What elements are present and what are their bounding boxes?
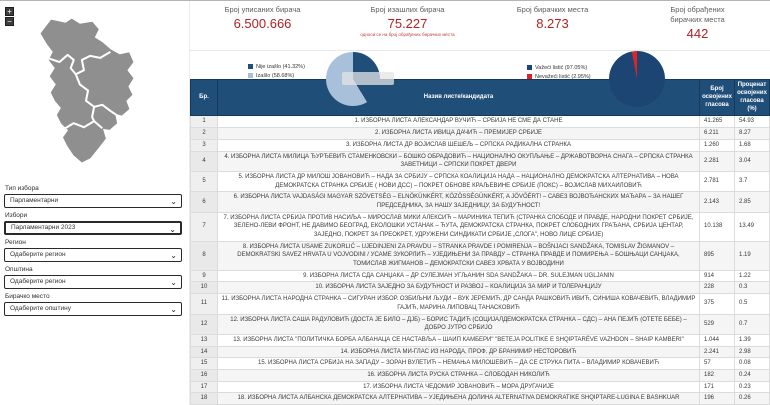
- pct-value: 2.98: [735, 346, 770, 358]
- row-number: 10: [191, 282, 218, 294]
- election-type-label: Тип избора: [5, 185, 39, 192]
- chevron-down-icon: ⌄: [170, 251, 177, 260]
- stat-label: Број изашлих бирача: [370, 5, 445, 14]
- table-row[interactable]: [191, 270, 770, 282]
- votes-value: 1.044: [700, 334, 735, 346]
- row-number: 14: [191, 346, 218, 358]
- election-value: Парламентарни 2023: [11, 224, 76, 231]
- pct-value: 54.93: [735, 116, 770, 128]
- column-header-votes[interactable]: Број освојених гласова: [700, 80, 735, 116]
- votes-value: 6.211: [700, 128, 735, 140]
- pct-value: 0.26: [735, 393, 770, 405]
- votes-value: 1.260: [700, 139, 735, 151]
- table-row[interactable]: [191, 171, 770, 191]
- main-panel: [190, 1, 770, 405]
- left-panel: [0, 1, 190, 405]
- list-name: 18. ИЗБОРНА ЛИСТА АЛБАНСКА ДЕМОКРАТСКА АЛТЕРНАТИВА – УЈЕДИЊЕНА ДОЛИНА ALTERNATIVA DEMOKRATIKE SHQIPTARE-LUGINA E BASHKUAR: [218, 393, 700, 405]
- pct-value: 1.19: [735, 241, 770, 270]
- row-number: 3: [191, 139, 218, 151]
- list-name: 1. ИЗБОРНА ЛИСТА АЛЕКСАНДАР ВУЧИЋ – СРБИЈА НЕ СМЕ ДА СТАНЕ: [218, 116, 700, 128]
- row-number: 17: [191, 381, 218, 393]
- column-header-number[interactable]: Бр.: [191, 80, 218, 116]
- map-zoom-in-button[interactable]: +: [5, 7, 14, 16]
- pct-value: 3.7: [735, 171, 770, 191]
- election-type-value: Парламентарни: [10, 197, 59, 204]
- table-row[interactable]: [191, 393, 770, 405]
- pct-value: 13.49: [735, 212, 770, 241]
- row-number: 16: [191, 369, 218, 381]
- pct-value: 8.27: [735, 128, 770, 140]
- table-row[interactable]: [191, 212, 770, 241]
- row-number: 7: [191, 212, 218, 241]
- turnout-pie-legend: [248, 64, 305, 82]
- stat-label: Број бирачких места: [516, 5, 589, 14]
- polling-place-select[interactable]: [4, 302, 182, 316]
- region-label: Регион: [5, 239, 26, 246]
- legend-swatch-red: [527, 74, 532, 79]
- votes-value: 57: [700, 358, 735, 370]
- list-name: 12. ИЗБОРНА ЛИСТА САША РАДУЛОВИЋ (ДОСТА ЈЕ БИЛО – ДЈБ) – БОРИС ТАДИЋ (СОЦИЈАЛДЕМОКРАТСКА СТРАНКА – СДС) – АНА ПЕЈИЋ (ОТЕТЕ БЕБЕ) – ДОБРО ЈУТРО СРБИЈО: [218, 314, 700, 334]
- list-name: 3. ИЗБОРНА ЛИСТА ДР ВОЈИСЛАВ ШЕШЕЉ – СРПСКА РАДИКАЛНА СТРАНКА: [218, 139, 700, 151]
- results-table: [190, 79, 770, 405]
- table-row[interactable]: [191, 294, 770, 314]
- table-row[interactable]: [191, 116, 770, 128]
- list-name: 10. ИЗБОРНА ЛИСТА ЗАЈЕДНО ЗА БУДУЋНОСТ И РАЗВОЈ – КОАЛИЦИЈА ЗА МИР И ТОЛЕРАНЦИЈУ: [218, 282, 700, 294]
- legend-swatch-dark-blue: [248, 64, 253, 69]
- legend-label: Nevažeći listić (2.95%): [535, 73, 591, 80]
- region-select[interactable]: [4, 248, 182, 262]
- table-row[interactable]: [191, 192, 770, 212]
- votes-value: 2.143: [700, 192, 735, 212]
- map-zoom-controls: [5, 7, 14, 27]
- ballot-validity-pie-legend: [527, 65, 591, 83]
- votes-value: 2.241: [700, 346, 735, 358]
- table-row[interactable]: [191, 139, 770, 151]
- legend-item: [527, 74, 591, 80]
- table-row[interactable]: [191, 381, 770, 393]
- pct-value: 0.23: [735, 381, 770, 393]
- votes-value: 10.138: [700, 212, 735, 241]
- charts-row: [190, 51, 770, 80]
- pct-value: 1.68: [735, 139, 770, 151]
- list-name: 17. ИЗБОРНА ЛИСТА ЧЕДОМИР ЈОВАНОВИЋ – МОРА ДРУГАЧИЈЕ: [218, 381, 700, 393]
- pct-value: 0.24: [735, 369, 770, 381]
- legend-item: [248, 64, 305, 70]
- stat-note: [480, 32, 625, 37]
- list-name: 6. ИЗБОРНА ЛИСТА VAJDASÁGI MAGYAR SZÖVETSÉG – ELNÖKÜNKÉRT, KÖZÖSSÉGÜNKÉRT, A JÖVŐÉRT! – САВЕЗ ВОЈВОЂАНСКИХ МАЂАРА – ЗА НАШЕГ ПРЕДСЕДНИКА, ЗА НАШУ ЗАЈЕДНИЦУ, ЗА БУДУЋНОСТ!: [218, 192, 700, 212]
- votes-value: 2.281: [700, 151, 735, 171]
- table-row[interactable]: [191, 369, 770, 381]
- table-header-row: [191, 80, 770, 116]
- stat-value: 442: [686, 25, 709, 41]
- votes-value: 529: [700, 314, 735, 334]
- legend-label: Nije izašlo (41.32%): [256, 63, 305, 70]
- list-name: 9. ИЗБОРНА ЛИСТА СДА САНЏАКА – ДР СУЛЕЈМАН УГЉАНИН SDA SANDŽAKA – DR. SULEJMAN UGLJANIN: [218, 270, 700, 282]
- list-name: 7. ИЗБОРНА ЛИСТА СРБИЈА ПРОТИВ НАСИЉА – МИРОСЛАВ МИКИ АЛЕКСИЋ – МАРИНИКА ТЕПИЋ (СТРАНКА СЛОБОДЕ И ПРАВДЕ, НАРОДНИ ПОКРЕТ СРБИЈЕ, ЗЕЛЕНО-ЛЕВИ ФРОНТ, НЕ ДАВИМО БЕОГРАД, ЕКОЛОШКИ УСТАНАК – ЋУТА, ДЕМОКРАТСКА СТРАНКА, ПОКРЕТ СЛОБОДНИХ ГРАЂАНА, СРБИЈА ЦЕНТАР, ЗАЈЕДНО, ПОКРЕТ ЗА ПРЕОКРЕТ, УДРУЖЕНИ СИНДИКАТИ СРБИЈЕ „СЛОГА", НОВО ЛИЦЕ СРБИЈЕ): [218, 212, 700, 241]
- map-area: [0, 1, 189, 171]
- pct-value: 1.22: [735, 270, 770, 282]
- pct-value: 2.85: [735, 192, 770, 212]
- chart-tooltip: [342, 72, 394, 85]
- chevron-down-icon: ⌄: [169, 225, 176, 234]
- list-name: 13. ИЗБОРНА ЛИСТА "ПОЛИТИЧКА БОРБА АЛБАНАЦА СЕ НАСТАВЉА – ШАИП КАМБЕРИ" "BETEJA POLITIKE E SHQIPTARËVE VAZHDON – SHAIP KAMBERI": [218, 334, 700, 346]
- votes-value: 41.265: [700, 116, 735, 128]
- list-name: 5. ИЗБОРНА ЛИСТА ДР МИЛОШ ЈОВАНОВИЋ – НАДА ЗА СРБИЈУ – СРПСКА КОАЛИЦИЈА НАДА – НАЦИОНАЛНО ДЕМОКРАТСКА АЛТЕРНАТИВА – НОВА ДЕМОКРАТСКА СТРАНКА СРБИЈЕ ( НОВИ ДСС) – ПОКРЕТ ОБНОВЕ КРАЉЕВИНЕ СРБИЈЕ (ПОКС) – ВОЈИСЛАВ МИХАИЛОВИЋ: [218, 171, 700, 191]
- legend-swatch-light-blue: [248, 73, 253, 78]
- row-number: 11: [191, 294, 218, 314]
- stat-value: 6.500.666: [233, 15, 292, 31]
- stat-note: [190, 32, 335, 37]
- election-label: Избори: [5, 212, 28, 219]
- row-number: 18: [191, 393, 218, 405]
- list-name: 14. ИЗБОРНА ЛИСТА МИ-ГЛАС ИЗ НАРОДА, ПРОФ. ДР БРАНИМИР НЕСТОРОВИЋ: [218, 346, 700, 358]
- stat-note: [625, 42, 770, 47]
- stats-bar: [190, 1, 770, 51]
- map-zoom-out-button[interactable]: −: [5, 17, 14, 26]
- stat-value: 75.227: [387, 15, 428, 31]
- table-row[interactable]: [191, 241, 770, 270]
- pct-value: 3.04: [735, 151, 770, 171]
- polling-place-value: Одаберите општину: [10, 305, 71, 312]
- votes-value: 895: [700, 241, 735, 270]
- list-name: 11. ИЗБОРНА ЛИСТА НАРОДНА СТРАНКА – СИГУРАН ИЗБОР. ОЗБИЉНИ ЉУДИ – ВУК ЈЕРЕМИЋ, ДР САНДА РАШКОВИЋ ИВИЋ, СИНИША КОВАЧЕВИЋ, ВЛАДИМИР ГАЈИЋ, МАРИНА ЛИПОВАЦ ТАНАСКОВИЋ: [218, 294, 700, 314]
- votes-value: 182: [700, 369, 735, 381]
- ballot-validity-pie-chart[interactable]: [609, 51, 665, 107]
- list-name: 4. ИЗБОРНА ЛИСТА МИЛИЦА ЂУРЂЕВИЋ СТАМЕНКОВСКИ – БОШКО ОБРАДОВИЋ – НАЦИОНАЛНО ОКУПЉАЊЕ – ДРЖАВОТВОРНА СНАГА – СРПСКА СТРАНКА ЗАВЕТНИЦИ – СРПСКИ ПОКРЕТ ДВЕРИ: [218, 151, 700, 171]
- table-row[interactable]: [191, 358, 770, 370]
- polling-place-label: Бирачко место: [5, 293, 50, 300]
- election-type-select[interactable]: [4, 194, 182, 208]
- stat-polling-stations: [480, 5, 625, 47]
- serbia-map[interactable]: [20, 9, 154, 167]
- stat-label: Број обрађених бирачких места: [670, 5, 725, 24]
- legend-item: [527, 65, 591, 71]
- table-row[interactable]: [191, 346, 770, 358]
- votes-value: 2.781: [700, 171, 735, 191]
- stat-label: Број уписаних бирача: [224, 5, 301, 14]
- municipality-select[interactable]: [4, 275, 182, 289]
- stat-turnout: [335, 5, 480, 47]
- list-name: 8. ИЗБОРНА ЛИСТА USAME ZUKORLIĆ – UJEDINJENI ZA PRAVDU – STRANKA PRAVDE I POMIRENJA – BOŠNJACI SANDŽAKA, TOMISLAV ŽIGMANOV – DEMOKRATSKI SAVEZ HRVATA U VOJVODINI / УСАМЕ ЗУКОРЛИЋ – УЈЕДИЊЕНИ ЗА ПРАВДУ – СТРАНКА ПРАВДЕ И ПОМИРЕЊА – БОШЊАЦИ САНЏАКА, ТОМИСЛАВ ЖИГМАНОВ – ДЕМОКРАТСКИ САВЕЗ ХРВАТА У ВОЈВОДИНИ: [218, 241, 700, 270]
- votes-value: 196: [700, 393, 735, 405]
- chevron-down-icon: ⌄: [170, 305, 177, 314]
- votes-value: 171: [700, 381, 735, 393]
- row-number: 13: [191, 334, 218, 346]
- row-number: 12: [191, 314, 218, 334]
- votes-value: 228: [700, 282, 735, 294]
- region-value: Одаберите регион: [10, 251, 66, 258]
- column-header-list-name[interactable]: Назив листе/кандидата: [218, 80, 700, 116]
- chevron-down-icon: ⌄: [170, 278, 177, 287]
- municipality-label: Општина: [5, 266, 33, 273]
- row-number: 1: [191, 116, 218, 128]
- legend-label: Izašlo (58.68%): [256, 72, 295, 79]
- row-number: 4: [191, 151, 218, 171]
- votes-value: 914: [700, 270, 735, 282]
- stat-note: односи се на број обрађених бирачких места: [360, 31, 455, 37]
- column-header-percentage[interactable]: Проценат освојених гласова (%): [735, 80, 770, 116]
- legend-swatch-dark-blue: [527, 65, 532, 70]
- election-select[interactable]: [4, 221, 182, 235]
- pct-value: 0.08: [735, 358, 770, 370]
- list-name: 2. ИЗБОРНА ЛИСТА ИВИЦА ДАЧИЋ – ПРЕМИЈЕР СРБИЈЕ: [218, 128, 700, 140]
- stat-processed-stations: [625, 5, 770, 47]
- pct-value: 1.39: [735, 334, 770, 346]
- table-row[interactable]: [191, 151, 770, 171]
- pct-value: 0.7: [735, 314, 770, 334]
- row-number: 15: [191, 358, 218, 370]
- table-row[interactable]: [191, 314, 770, 334]
- legend-item: [248, 73, 305, 79]
- row-number: 6: [191, 192, 218, 212]
- list-name: 15. ИЗБОРНА ЛИСТА СРБИЈА НА ЗАПАДУ – ЗОРАН ВУЛЕТИЋ – НЕМАЊА МИЛОШЕВИЋ – ДА СЕ СТРУКА ПИТА – ВЛАДИМИР КОВАЧЕВИЋ: [218, 358, 700, 370]
- table-row[interactable]: [191, 282, 770, 294]
- row-number: 2: [191, 128, 218, 140]
- stat-registered-voters: [190, 5, 335, 47]
- table-row[interactable]: [191, 128, 770, 140]
- table-row[interactable]: [191, 334, 770, 346]
- chevron-down-icon: ⌄: [170, 197, 177, 206]
- list-name: 16. ИЗБОРНА ЛИСТА РУСКА СТРАНКА – СЛОБОДАН НИКОЛИЋ: [218, 369, 700, 381]
- filters-panel: [0, 171, 189, 316]
- row-number: 9: [191, 270, 218, 282]
- legend-label: Važeći listić (97.05%): [535, 64, 588, 71]
- votes-value: 375: [700, 294, 735, 314]
- stat-value: 8.273: [536, 15, 569, 31]
- municipality-value: Одаберите регион: [10, 278, 66, 285]
- pct-value: 0.5: [735, 294, 770, 314]
- row-number: 5: [191, 171, 218, 191]
- pct-value: 0.3: [735, 282, 770, 294]
- page: [0, 1, 770, 405]
- row-number: 8: [191, 241, 218, 270]
